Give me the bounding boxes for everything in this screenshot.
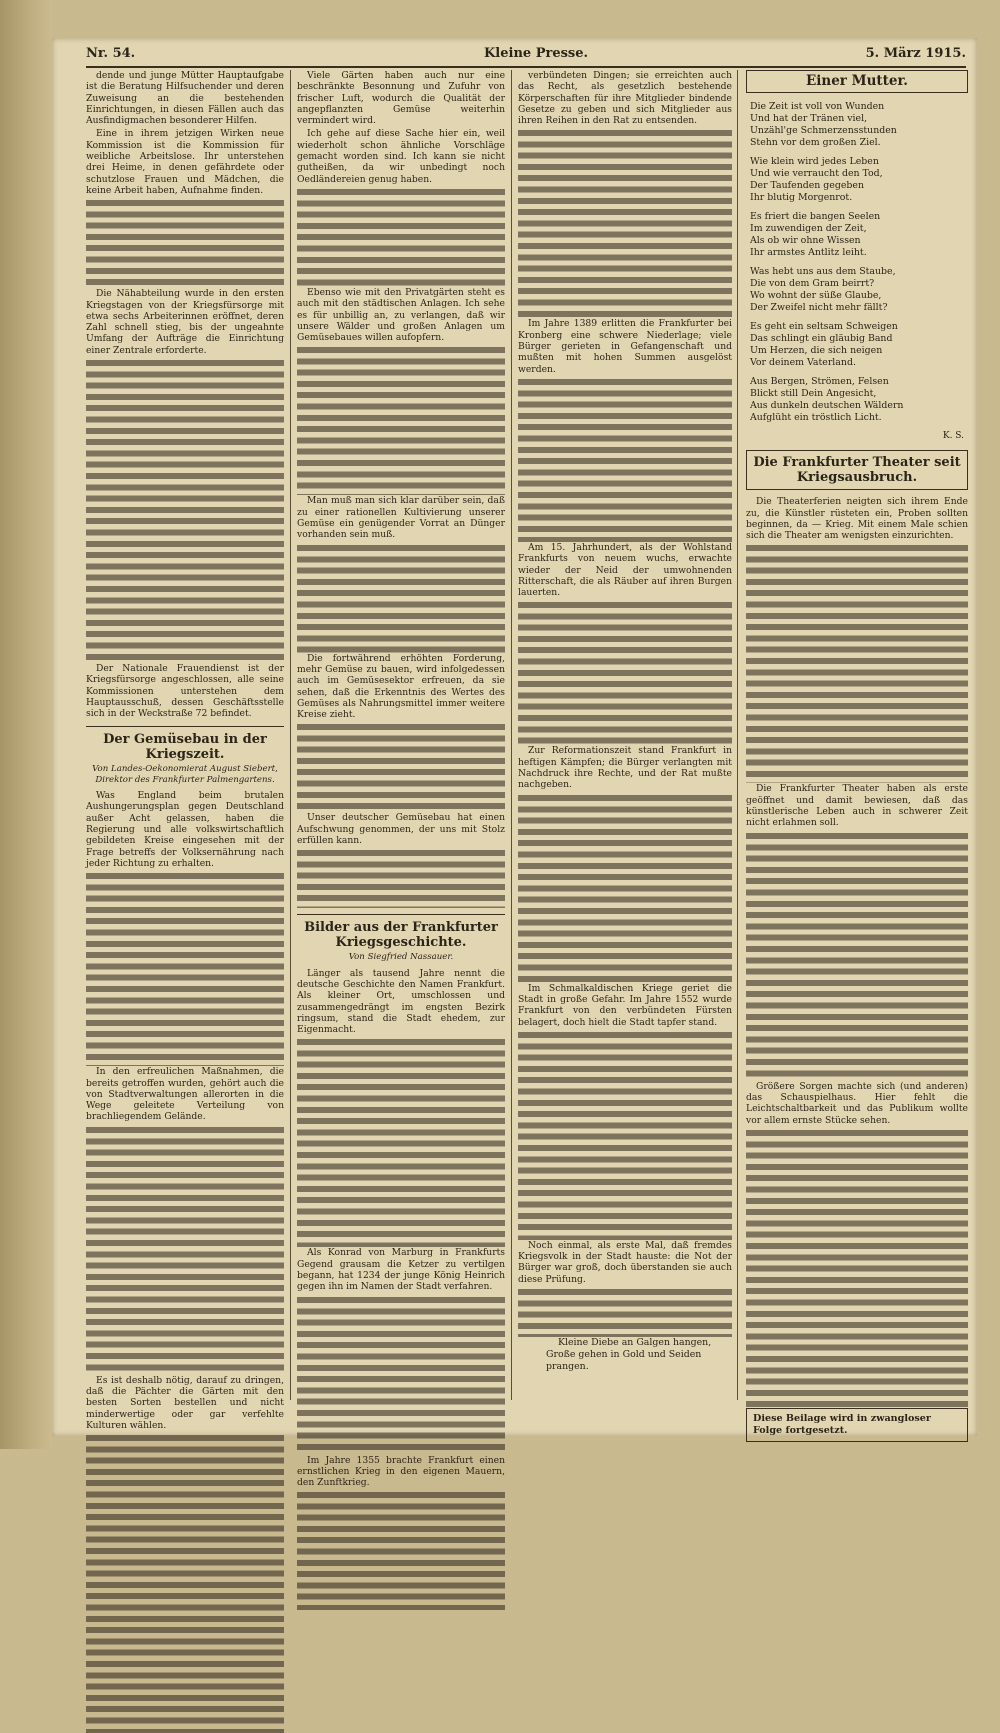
poem-line: Aufglüht ein tröstlich Licht.: [750, 412, 882, 423]
column-1: [86, 70, 284, 1431]
text-paragraph: Größere Sorgen machte sich (und anderen) das Schauspielhaus. Hier fehlt die Leichtschaltbarkeit und das Publikum wollte vor allem ernste Stücke sehen.: [746, 1080, 968, 1126]
text-paragraph: In den erfreulichen Maßnahmen, die bereits getroffen wurden, gehört auch die von Stadtverwaltungen allerorten in die Wege geleitete Verteilung von brachliegendem Gelände.: [86, 1066, 284, 1123]
newspaper-title: Kleine Presse.: [484, 46, 589, 61]
text-paragraph: Was England beim brutalen Aushungerungsplan gegen Deutschland außer Acht gelassen, haben die Regierung und alle volkswirtschaftlich gebildeten Kreise eingesehen mit der Frage betreffs der Volksernährung nach jeder Richtung zu erhalten.: [86, 790, 284, 869]
supplement-note: Diese Beilage wird in zwangloser Folge fortgesetzt.: [746, 1408, 968, 1442]
poem-line: Der Zweifel nicht mehr fällt?: [750, 302, 888, 313]
text-block: [746, 831, 968, 1081]
text-block: [86, 198, 284, 288]
column-rule: [290, 70, 291, 1400]
text-paragraph: verbündeten Dingen; sie erreichten auch das Recht, als gesetzlich bestehende Körperschaften für ihre Mitglieder bindende Gesetze zu geben und sich Mitglieder aus ihren Reihen in den Rat zu entsenden.: [518, 70, 732, 127]
article-headline: Bilder aus der Frankfurter Kriegsgeschichte.: [304, 920, 498, 951]
verse-line: Kleine Diebe an Galgen hangen,: [558, 1337, 712, 1349]
poem-line: Wo wohnt der süße Glaube,: [750, 290, 882, 301]
text-paragraph: Die fortwährend erhöhten Forderung, mehr Gemüse zu bauen, wird infolgedessen auch im Gemüsesektor erfreuen, da sie sehen, daß die Erkenntnis des Wertes des Gemüses als Nahrungsmittel immer weitere Kreise zieht.: [297, 652, 505, 721]
poem-line: Was hebt uns aus dem Staube,: [750, 266, 896, 277]
text-paragraph: Eine in ihrem jetzigen Wirken neue Kommission ist die Kommission für weibliche Arbeitslose. Ihr unterstehen drei Heime, in denen gefährdete oder schutzlose Frauen und Mädchen, die keine Arbeit haben, Aufnahme finden.: [86, 128, 284, 196]
text-block: [297, 187, 505, 287]
poem-line: Das schlingt ein gläubig Band: [750, 333, 893, 344]
poem-title-box: [746, 70, 968, 93]
poem-stanza: [750, 266, 968, 314]
article-headline: Die Frankfurter Theater seit Kriegsausbruch.: [753, 455, 961, 486]
section-divider: [297, 914, 505, 915]
text-paragraph: Viele Gärten haben auch nur eine beschränkte Besonnung und Zufuhr von frischer Luft, wodurch die Qualität der angepflanzten Gemüse weiterhin vermindert wird.: [297, 70, 505, 127]
text-block: [518, 128, 732, 318]
poem-stanza: [750, 376, 968, 424]
poem-line: Es geht ein seltsam Schweigen: [750, 321, 898, 332]
text-paragraph: Im Jahre 1389 erlitten die Frankfurter bei Kronberg eine schwere Niederlage; viele Bürger gerieten in Gefangenschaft und mußten mit hohen Summen ausgelöst werden.: [518, 318, 732, 375]
article-headline: Der Gemüsebau in der Kriegszeit.: [103, 731, 267, 762]
text-block: [297, 1295, 505, 1455]
column-rule: [737, 70, 738, 1400]
text-paragraph: Im Schmalkaldischen Kriege geriet die Stadt in große Gefahr. Im Jahre 1552 wurde Frankfurt von den verbündeten Fürsten belagert, doch hielt die Stadt tapfer stand.: [518, 982, 732, 1028]
page-binding-edge: [0, 0, 52, 1449]
poem-line: Im zuwendigen der Zeit,: [750, 223, 867, 234]
issue-date: 5. März 1915.: [865, 46, 966, 61]
article-byline: Von Siegfried Nassauer.: [348, 952, 454, 963]
text-block: [518, 600, 732, 745]
poem-signature: K. S.: [942, 431, 964, 441]
text-paragraph: Länger als tausend Jahre nennt die deutsche Geschichte den Namen Frankfurt. Als kleiner Ort, umschlossen und zusammengedrängt im engsten Bezirk ringsum, stand die Stadt ehedem, zur Eigenmacht.: [297, 967, 505, 1036]
text-block: [518, 793, 732, 983]
text-block: [518, 1030, 732, 1240]
text-paragraph: Noch einmal, als erste Mal, daß fremdes Kriegsvolk in der Stadt hauste: die Not der Bürger war groß, doch überstanden sie auch diese Prüfung.: [518, 1239, 732, 1285]
text-paragraph: Unser deutscher Gemüsebau hat einen Aufschwung genommen, der uns mit Stolz erfüllen kann.: [297, 812, 505, 847]
poem-line: Aus dunkeln deutschen Wäldern: [750, 400, 904, 411]
text-paragraph: Ich gehe auf diese Sache hier ein, weil wiederholt schon ähnliche Vorschläge gemacht worden sind. Ich kann sie nicht gutheißen, da wir unbedingt noch Oedländereien genug haben.: [297, 128, 505, 185]
text-paragraph: Ebenso wie mit den Privatgärten steht es auch mit den städtischen Anlagen. Ich sehe es für unbillig an, zu verlangen, daß wir unsere Wälder und großen Anlagen um Gemüsebaues willen aufopfern.: [297, 286, 505, 344]
article-title-box: [746, 450, 968, 490]
poem-stanza: [750, 211, 968, 259]
poem-line: Stehn vor dem großen Ziel.: [750, 137, 881, 148]
poem-line: Vor deinem Vaterland.: [750, 357, 856, 368]
poem-line: Es friert die bangen Seelen: [750, 211, 881, 222]
poem-line: Der Taufenden gegeben: [750, 180, 864, 191]
text-block: [297, 543, 505, 653]
poem-line: Aus Bergen, Strömen, Felsen: [750, 376, 889, 387]
text-paragraph: Zur Reformationszeit stand Frankfurt in heftigen Kämpfen; die Bürger verlangten mit Nachdruck ihre Rechte, und der Rat mußte nachgeben.: [518, 745, 732, 791]
text-block: [746, 1128, 968, 1408]
column-rule: [511, 70, 512, 1400]
poem-title: Einer Mutter.: [805, 73, 909, 89]
issue-number: Nr. 54.: [86, 46, 136, 61]
text-block: [86, 1433, 284, 1733]
poem-line: Wie klein wird jedes Leben: [750, 156, 879, 167]
poem-line: Die von dem Gram beirrt?: [750, 278, 875, 289]
poem-stanza: [750, 321, 968, 369]
text-paragraph: Die Nähabteilung wurde in den ersten Kriegstagen von der Kriegsfürsorge mit etwa sechs Arbeiterinnen eröffnet, deren Zahl schnell stieg, bis der ungeahnte Umfang der Aufträge die Einrichtung einer Zentrale erforderte.: [86, 288, 284, 356]
text-block: [86, 358, 284, 663]
text-block: [86, 1125, 284, 1375]
text-block: [518, 377, 732, 542]
poem-line: Als ob wir ohne Wissen: [750, 235, 861, 246]
text-block: [297, 722, 505, 812]
poem-line: Und hat der Tränen viel,: [750, 113, 868, 124]
text-paragraph: Man muß man sich klar darüber sein, daß zu einer rationellen Kultivierung unserer Gemüse ein genügender Vorrat an Dünger vorhanden sein muß.: [297, 495, 505, 541]
poem-line: Ihr armstes Antlitz leiht.: [750, 247, 867, 258]
text-paragraph: Als Konrad von Marburg in Frankfurts Gegend grausam die Ketzer zu vertilgen begann, hat 1234 der junge König Heinrich gegen ihn im Namen der Stadt verfahren.: [297, 1247, 505, 1293]
text-block: [297, 345, 505, 495]
text-paragraph: Es ist deshalb nötig, darauf zu dringen, daß die Pächter die Gärten mit den besten Sorten bestellen und nicht minderwertige oder gar verfehlte Kulturen wählen.: [86, 1374, 284, 1431]
page-header: [86, 44, 966, 68]
column-3: [518, 70, 732, 1400]
poem-stanza: [750, 101, 968, 149]
text-block: [297, 848, 505, 908]
text-paragraph: Die Theaterferien neigten sich ihrem Ende zu, die Künstler rüsteten ein, Proben sollten beginnen, da — Krieg. Mit einem Male schien sich die Theater am wenigsten einzurichten.: [746, 496, 968, 542]
poem-line: Blickt still Dein Angesicht,: [750, 388, 877, 399]
article-byline: Von Landes-Oekonomierat August Siebert, Direktor des Frankfurter Palmengartens.: [92, 763, 278, 785]
text-paragraph: Die Frankfurter Theater haben als erste geöffnet und damit bewiesen, daß das künstlerische Leben auch in schwerer Zeit nicht erlahmen soll.: [746, 783, 968, 829]
poem-line: Um Herzen, die sich neigen: [750, 345, 883, 356]
text-block: [297, 1490, 505, 1610]
column-4: [746, 70, 968, 1436]
text-paragraph: Am 15. Jahrhundert, als der Wohlstand Frankfurts von neuem wuchs, erwachte wieder der Neid der umwohnenden Ritterschaft, die als Räuber auf ihren Burgen lauerten.: [518, 541, 732, 599]
poem-line: Die Zeit ist voll von Wunden: [750, 101, 885, 112]
poem-line: Ihr blutig Morgenrot.: [750, 192, 853, 203]
text-block: [86, 871, 284, 1066]
section-divider: [86, 726, 284, 727]
verse-line: Große gehen in Gold und Seiden prangen.: [546, 1349, 702, 1373]
text-block: [518, 1287, 732, 1337]
text-paragraph: dende und junge Mütter Hauptaufgabe ist die Beratung Hilfsuchender und deren Zuweisung an die bestehenden Einrichtungen, in diesen Fällen auch das Ausfindigmachen besonderer Hilfen.: [86, 70, 284, 127]
text-block: [297, 1037, 505, 1247]
text-paragraph: Der Nationale Frauendienst ist der Kriegsfürsorge angeschlossen, alle seine Kommissionen unterstehen dem Hauptausschuß, dessen Geschäftsstelle sich in der Weckstraße 72 befindet.: [86, 663, 284, 720]
text-paragraph: Im Jahre 1355 brachte Frankfurt einen ernstlichen Krieg in den eigenen Mauern, den Zunftkrieg.: [297, 1454, 505, 1489]
poem-line: Unzähl'ge Schmerzensstunden: [750, 125, 897, 136]
column-2: [297, 70, 505, 1489]
poem-stanza: [750, 156, 968, 204]
poem-line: Und wie verraucht den Tod,: [750, 168, 883, 179]
text-block: [746, 543, 968, 783]
